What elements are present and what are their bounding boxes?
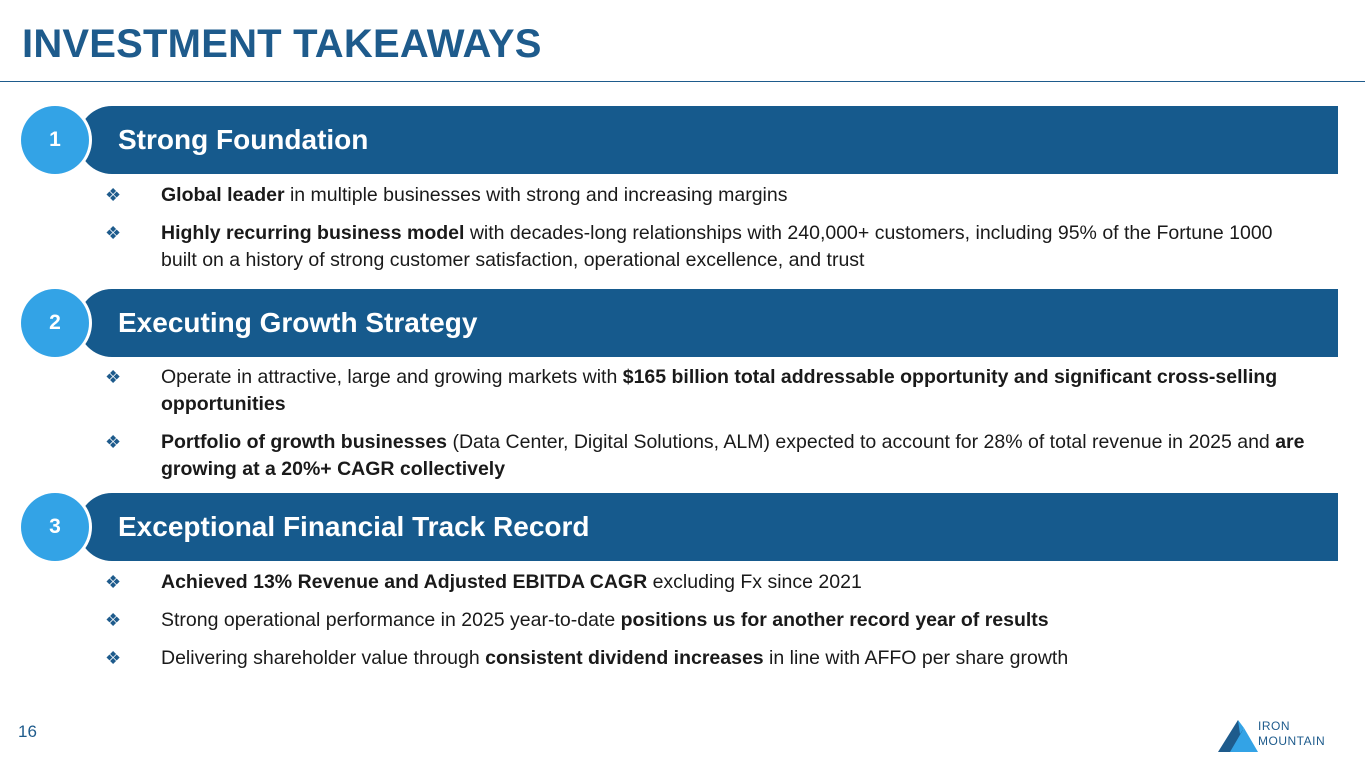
four-diamond-icon: ❖: [105, 223, 122, 243]
section-number: 1: [21, 106, 89, 174]
bullet-item: [105, 182, 1305, 209]
four-diamond-icon: ❖: [105, 572, 122, 592]
bullet-text: Delivering shareholder value through consistent dividend increases in line with AFFO per share growth: [161, 647, 1069, 669]
four-diamond-icon: ❖: [105, 432, 122, 452]
section-title: Strong Foundation: [118, 124, 369, 155]
bullet-text: Strong operational performance in 2025 year-to-date positions us for another record year of results: [161, 609, 1049, 631]
page-number: 16: [18, 722, 37, 741]
bullet-item: [105, 569, 1305, 596]
bullet-text: Operate in attractive, large and growing markets with $165 billion total addressable opportunity and significant cross-selling opportunities: [161, 366, 1278, 415]
bullet-item: [105, 645, 1305, 672]
section-number: 3: [21, 493, 89, 561]
bullet-item: [105, 607, 1305, 634]
bullet-item: [105, 429, 1305, 483]
four-diamond-icon: ❖: [105, 648, 122, 668]
bullet-item: [105, 364, 1305, 418]
bullet-text: Portfolio of growth businesses (Data Center, Digital Solutions, ALM) expected to account for 28% of total revenue in 2025 and are growing at a 20%+ CAGR collectively: [161, 431, 1305, 480]
bullet-text: Global leader in multiple businesses with strong and increasing margins: [161, 184, 788, 206]
section-header-strong-foundation: [78, 106, 1338, 174]
logo-line-2: MOUNTAIN: [1258, 734, 1326, 748]
page-title: INVESTMENT TAKEAWAYS: [22, 22, 542, 66]
section-number-badge: [18, 490, 92, 564]
section-header-executing-growth-strategy: [78, 289, 1338, 357]
section-number-badge: [18, 103, 92, 177]
four-diamond-icon: ❖: [105, 610, 122, 630]
section-title: Exceptional Financial Track Record: [118, 511, 590, 542]
bullet-item: [105, 220, 1305, 274]
section-header-exceptional-financial-track-record: [78, 493, 1338, 561]
title-divider: [0, 81, 1365, 82]
logo-line-1: IRON: [1258, 719, 1290, 733]
bullet-text: Achieved 13% Revenue and Adjusted EBITDA CAGR excluding Fx since 2021: [161, 571, 862, 593]
four-diamond-icon: ❖: [105, 185, 122, 205]
logo-wordmark: [1258, 719, 1325, 749]
bullet-text: Highly recurring business model with decades-long relationships with 240,000+ customers, including 95% of the Fortune 1000 built on a history of strong customer satisfaction, operational excellence, and trust: [161, 222, 1273, 271]
section-number-badge: [18, 286, 92, 360]
four-diamond-icon: ❖: [105, 367, 122, 387]
section-number: 2: [21, 289, 89, 357]
section-title: Executing Growth Strategy: [118, 307, 478, 338]
